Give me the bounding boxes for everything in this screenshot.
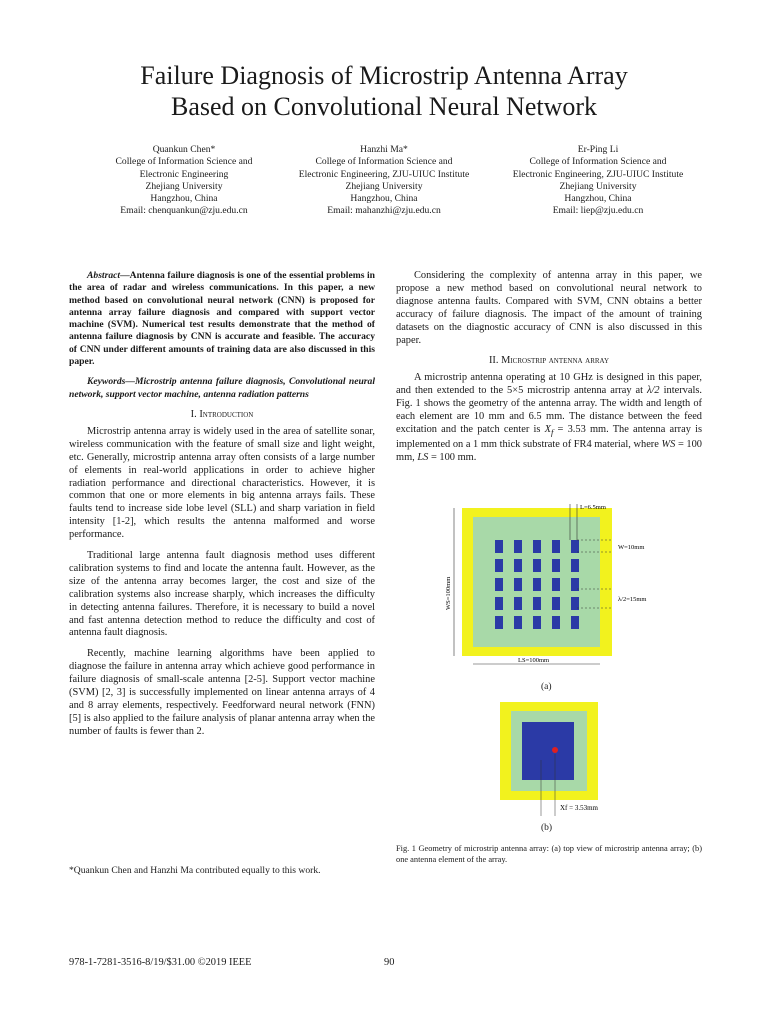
right-column [396,270,702,473]
antenna-patch [495,540,503,553]
section-heading-microstrip [396,355,702,368]
label-w: W=10mm [618,544,645,551]
author-university: Zhejiang University [559,180,637,192]
abstract [69,270,375,368]
math-xf-sub: f [550,427,554,438]
keywords [69,376,375,401]
section-heading-introduction [69,409,375,422]
author-email: Email: chenquankun@zju.edu.cn [120,205,248,217]
title-line-1: Failure Diagnosis of Microstrip Antenna Array [140,61,628,90]
math-lambda: λ/2 [647,385,660,397]
antenna-patch [533,578,541,591]
paper-title [60,60,708,122]
footer-isbn: 978-1-7281-3516-8/19/$31.00 ©2019 IEEE [69,957,252,968]
patch [522,722,574,780]
section-title: Introduction [199,408,254,420]
author-affiliation: College of Information Science and [115,156,253,168]
section-number: I. [190,408,197,420]
antenna-patch [514,559,522,572]
author-university: Zhejiang University [345,180,423,192]
author-affiliation: College of Information Science and [529,156,667,168]
antenna-patch [552,616,560,629]
antenna-patch [533,559,541,572]
author-university: Zhejiang University [145,180,223,192]
antenna-patch [514,597,522,610]
author-affiliation: College of Information Science and [315,156,453,168]
keywords-text: —Microstrip antenna failure diagnosis, Convolutional neural network, support vector machine, antenna radiation patterns [69,376,375,400]
title-line-2: Based on Convolutional Neural Network [170,92,598,121]
author-name: Er-Ping Li [577,144,619,155]
antenna-patch [571,616,579,629]
footnote: *Quankun Chen and Hanzhi Ma contributed equally to this work. [69,865,321,876]
author-block-2 [284,144,484,218]
section-title: Microstrip antenna array [501,355,610,367]
author-name: Hanzhi Ma* [360,144,408,155]
author-location: Hangzhou, China [564,193,632,205]
antenna-patch [514,540,522,553]
text-run: = 3.53 mm. The antenna array is implemented on a 1 mm thick substrate of FR4 material, where [396,423,702,450]
antenna-patch [514,616,522,629]
right-paragraph-1: Considering the complexity of antenna array in this paper, we propose a new method based on convolutional neural network to diagnose antenna faults. Compared with SVM, CNN obtains a better accuracy of failure diagnosis. The impact of the amount of training datasets on the diagnostic accuracy of CNN is also discussed in this paper. [396,270,702,346]
intro-paragraph-1: Microstrip antenna array is widely used in the area of satellite sonar, wireless communication with the feature of small size and light weight, etc. Generally, microstrip antenna array often consists of a large number of elements in real-world applications in order to achieve higher radiation performance and directional characteristics. However, it is common that one or more elements in big antenna arrays fails. These faults tend to increase side lobe level (SLL) and sharp variation in field intensity [1-2], which results the antenna malformed and worse performance. [69,425,375,541]
figure-1b-label: (b) [541,823,553,833]
section-number: II. [488,355,499,367]
antenna-patch [495,597,503,610]
keywords-label: Keywords [87,376,126,388]
intro-paragraph-3: Recently, machine learning algorithms have been applied to diagnose the failure in antenna array which achieve good performance in failure diagnosis of small-scale antenna [2-5]. Support vector machine (SVM) [2, 3] is successfully implemented on linear antenna arrays of 4 and 8 array elements, respectively. Feedforward neural network (FNN) [5] is also applied to the failure analysis of planar antenna array when the number of faults is fewer than 2. [69,648,375,737]
label-ws: WS=100mm [445,576,452,610]
antenna-patch [552,597,560,610]
figure-1a-array-geometry [440,500,680,680]
section2-paragraph-1 [396,372,702,464]
antenna-patch [514,578,522,591]
left-column [69,270,375,747]
antenna-patch [533,616,541,629]
author-block-1 [84,144,284,218]
intro-paragraph-2: Traditional large antenna fault diagnosis method uses different calibration systems to find and locate the antenna fault. However, as the size of the antenna array becomes larger, the cost and size of the calibration systems also increase sharply, which increases the difficulty in detecting antenna failures. Therefore, it is necessary to build a novel and fast antenna detection method to reduce the difficulty and cost of antenna fault diagnosis. [69,550,375,639]
label-xf: Xf = 3.53mm [560,804,598,812]
antenna-patch [495,578,503,591]
antenna-patch [533,540,541,553]
feed-point [552,747,558,753]
author-email: Email: mahanzhi@zju.edu.cn [327,205,441,217]
page-number: 90 [384,957,395,968]
label-l: L=6.5mm [580,504,606,511]
antenna-patch [552,540,560,553]
author-affiliation: Electronic Engineering [139,168,229,180]
math-xf: X [544,423,551,435]
antenna-patch [552,559,560,572]
abstract-text: —Antenna failure diagnosis is one of the essential problems in the area of radar and wireless communications. In this paper, a new method based on convolutional neural network (CNN) is proposed for antenna array failure diagnosis and compared with support vector machine (SVM). Numerical test results demonstrate that the method of antenna failure diagnosis by CNN is accurate and feasible. The accuracy of CNN under different amounts of training data are also discussed in this paper. [69,270,375,368]
antenna-patch [495,616,503,629]
author-affiliation: Electronic Engineering, ZJU-UIUC Institute [298,168,470,180]
author-affiliation: Electronic Engineering, ZJU-UIUC Institute [512,168,684,180]
text-run: = 100 mm. [428,451,477,463]
antenna-patch [533,597,541,610]
antenna-patch [571,540,579,553]
figure-1b-element-geometry [498,700,678,820]
text-run: intervals. Fig. 1 shows the geometry of the antenna array. The width and length of each element are 10 mm and 6.5 mm. The distance between the feed excitation and the patch center is [396,385,702,435]
text-run: = 100 mm, [396,438,702,463]
antenna-patch [495,559,503,572]
author-email: Email: liep@zju.edu.cn [552,205,644,217]
author-block-3 [498,144,698,218]
antenna-patch [552,578,560,591]
label-lambda: λ/2=15mm [618,596,647,603]
figure-caption: Fig. 1 Geometry of microstrip antenna array: (a) top view of microstrip antenna array; (b) one antenna element of the array. [396,844,702,864]
figure-1a-label: (a) [541,682,552,692]
math-ws: WS [661,438,676,450]
label-ls: LS=100mm [518,657,550,664]
author-location: Hangzhou, China [350,193,418,205]
author-location: Hangzhou, China [150,193,218,205]
author-name: Quankun Chen* [152,144,216,155]
abstract-label: Abstract [87,270,121,281]
text-run: A microstrip antenna operating at 10 GHz is designed in this paper, and then extended to the 5×5 microstrip antenna array at [396,372,702,397]
math-ls: LS [417,451,429,463]
antenna-patch [571,559,579,572]
